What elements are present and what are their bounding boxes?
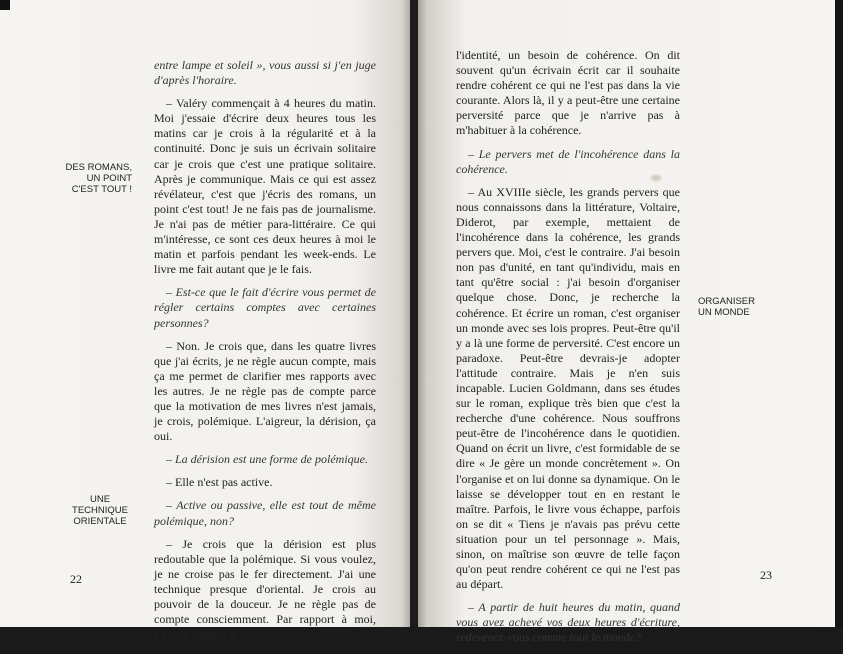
paragraph: – Au XVIIIe siècle, les grands pervers que nous connaissons dans la littérature, Voltaire, Diderot, par exemple, mettaient de l'incohérence dans la cohérence, les grands pervers que. Moi, c'est le contraire. J'ai besoin non pas d'unité, en tant qu'individu, mais en tant qu'être social : j'ai besoin d'organiser quelque chose. Donc, je recherche la cohérence. Et écrire un roman, c'est organiser un monde avec ses lois propres. Peut-être qu'il y a là une forme de perversité. C'est encore un paradoxe. Peut-être devrais-je adopter l'attitude contraire. Mais je n'en suis incapable. Lucien Goldmann, dans ses études sur le roman, explique très bien que c'est la recherche d'une cohérence. Nous souffrons peut-être de l'incohérence dans le quotidien. Quand on écrit un livre, c'est formidable de se dire « Je gère un monde concrètement ». On l'organise et on lui donne sa dynamique. On le laisse se développer tout en en restant le maître. Parfois, le livre vous échappe, parfois on se dit « Tiens je n'avais pas prévu cette situation pour un tel personnage ». Mais, sinon, on maîtrise son œuvre de telle façon qu'on peut rendre cohérent ce qui ne l'est pas au départ. [456,184,680,592]
paragraph: – Active ou passive, elle est tout de même polémique, non? [154,498,376,528]
scan-edge [835,0,843,627]
paragraph: l'identité, un besoin de cohérence. On dit souvent qu'un écrivain écrit car il souhaite rendre cohérent ce qui ne l'est pas dans la vie courante. Alors là, il y a peut-être une certaine perversité parce que je n'arrive pas à m'habituer à la cohérence. [456,48,680,138]
book-gutter [410,0,418,627]
page-number-left: 22 [70,572,82,586]
paragraph: – Valéry commençait à 4 heures du matin. Moi j'essaie d'écrire deux heures tous les matins car je crois à la régularité et à la continuité. Donc je suis un écrivain solitaire car je crois que c'est une pratique solitaire. Après je communique. Mais ce qui est assez révélateur, c'est que j'écris des romans, un point c'est tout! Je ne fais pas de journalisme. Je n'ai pas de métier para-littéraire. Ce qui m'intéresse, ce sont ces deux heures à moi le matin et parfois pendant les week-ends. Le livre me fait autant que je le fais. [154,96,376,277]
paragraph: – Est-ce que le fait d'écrire vous permet de régler certains comptes avec certaines personnes? [154,285,376,330]
margin-note-organiser-un-monde: ORGANISER UN MONDE [698,296,756,318]
margin-note-technique-orientale: UNE TECHNIQUE ORIENTALE [72,494,128,527]
scan-corner [0,0,10,10]
paragraph: – Je crois que la dérision est plus redoutable que la polémique. Si vous voulez, je ne croise pas le fer directement. J'ai une technique presque d'oriental. Je crois au pouvoir de la douceur. Je ne règle pas de compte consciemment. Par rapport à moi, c'est un rapport à [154,536,376,642]
paragraph: – Le pervers met de l'incohérence dans la cohérence. [456,146,680,176]
page-number-right: 23 [760,568,772,582]
paragraph: – A partir de huit heures du matin, quand vous avez achevé vos deux heures d'écriture, redevenez-vous comme tout le monde? [456,600,680,645]
paragraph: entre lampe et soleil », vous aussi si j'en juge d'après l'horaire. [154,58,376,88]
right-page [414,0,843,645]
paragraph: – Non. Je crois que, dans les quatre livres que j'ai écrits, je ne règle aucun compte, mais ça me permet de clarifier mes rapports avec les autres. Je ne règle pas de compte parce que la motivation de mes livres n'est jamais, je crois, polémique. L'aigreur, la dérision, ça oui. [154,338,376,444]
paragraph: – La dérision est une forme de polémique. [166,452,368,467]
page-smudge [650,174,662,182]
paragraph: – Elle n'est pas active. [166,475,273,490]
left-page [0,0,414,642]
left-page-text [154,58,376,650]
margin-note-des-romans: DES ROMANS, UN POINT C'EST TOUT ! [65,162,132,195]
right-page-text [456,48,680,654]
